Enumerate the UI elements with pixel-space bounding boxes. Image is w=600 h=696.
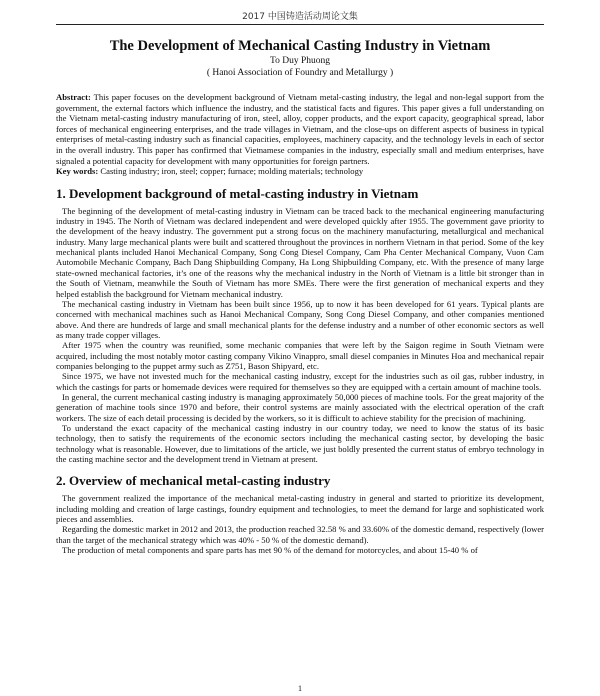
page-number: 1 [298, 684, 302, 693]
section-2-paragraph: The production of metal components and spare parts has met 90 % of the demand for motorcycles, and about 15-40 % of [62, 545, 478, 556]
abstract-label: Abstract: [56, 92, 91, 102]
section-1-paragraph: To understand the exact capacity of the mechanical casting industry in our country today, we need to know the status of its basic technology, then to satisfy the requirements of the economic sectors including the mechanical casting sector, by developing the basic technology what is reasonable. However, due to limitations of the article, we just boldly presented the current status of embryo technology in the casting machine sector and the development trend in Vietnam at present. [56, 422, 544, 464]
author-name: To Duy Phuong [269, 56, 331, 66]
section-1-paragraph: The mechanical casting industry in Vietnam has been built since 1956, up to now it has been developed for 61 years. Typical plants are concerned with mechanical machines such as Hanoi Mechanical Company, Song Cong Diesel Company, and other companies mentioned above. And there are hundreds of large and small mechanical plants for the defense industry and a number of other economic sectors as well as many trade copper villages. [56, 298, 544, 340]
section-1-paragraph: Since 1975, we have not invested much for the mechanical casting industry, except for the industries such as oil gas, rubber industry, in which the castings for parts or homemade devices were required for themselves so they are equipped with a certain amount of machine tools. [56, 371, 544, 392]
section-2-heading: 2. Overview of mechanical metal-casting industry [56, 473, 331, 489]
keywords-text: Casting industry; iron, steel; copper; furnace; molding materials; technology [100, 166, 364, 177]
section-1-heading: 1. Development background of metal-casting industry in Vietnam [56, 185, 419, 201]
section-2-paragraph: Regarding the domestic market in 2012 and 2013, the production reached 32.58 % and 33.60% of the domestic demand, respectively (lower than the target of the mechanical strategy which was 40% - 50 % of the domestic demand). [56, 524, 544, 545]
abstract-text: This paper focuses on the development background of Vietnam metal-casting industry, the legal and non-legal support from the government, the external factors which influence the industry, and the statistical facts and figures. This paper gives a full understanding on the Vietnam metal-casting industry manufacturing of iron, steel, alloy, copper products, and the export capacity, geographical spread, labor forces of mechanical engineering enterprises, and the trade villages in Vietnam, and the close-ups on different aspects of business in typical enterprises of metal-casting industry such as financial capacities, employees, machinery capacity, and the technology levels in each of sector in the overall industry. This paper has confirmed that Vietnamese companies in the industry, especially small and medium enterprises, have signaled a potential capacity for development with many opportunities for foreign partners. [56, 92, 544, 166]
author-affiliation: ( Hanoi Association of Foundry and Metallurgy ) [206, 68, 394, 78]
abstract [56, 92, 544, 166]
keywords [56, 166, 544, 177]
section-1-paragraph: In general, the current mechanical casting industry is managing approximately 50,000 pieces of machine tools. For the great majority of the generation of machine tools since 1970 and before, their control systems are mainly associated with the electrical operation of the craft workers. The size of each detail processing is decided by the workers, so it is difficult to achieve stability for the precision of machining. [56, 391, 544, 423]
running-header: 2017 中国铸造活动周论文集 [242, 12, 358, 22]
keywords-label: Key words: [56, 166, 99, 177]
section-1-paragraph: The beginning of the development of metal-casting industry in Vietnam can be traced back to the mechanical engineering manufacturing industry in 1945. The North of Vietnam was declared independent and were developed quickly after 1955. The government gave priority to the development of the heavy industry. The government put a strong focus on the machinery manufacturing, metallurgical and mechanical industry. Many large mechanical plants were built and scattered throughout the provinces in northern Vietnam in that period. Some of the key mechanical plants included Hanoi Mechanical Company, Song Cong Diesel Company, Cam Pha Center Mechanical Company, Vuon Cam Automobile Mechanic Company, Bach Dang Shipbuilding Company, Ha Long Shipbuilding Company, etc. With the presence of many large state-owned mechanical factories, it’s one of the reasons why the mechanical industry in the North of Vietnam is a little bit stronger than in the South of Vietnam, meanwhile the South of Vietnam has more SMEs. There were the first generation of mechanical experts and they helped establish the background for Vietnam mechanical industry. [56, 205, 544, 299]
paper-title: The Development of Mechanical Casting Industry in Vietnam [109, 38, 491, 54]
section-2-paragraph: The government realized the importance of the mechanical metal-casting industry in general and started to prioritize its development, including molding and creation of large castings, foundry equipment and technologies, to meet the demand for large and sophisticated work pieces and assemblies. [56, 493, 544, 525]
section-1-paragraph: After 1975 when the country was reunified, some mechanic companies that were left by the Saigon regime in South Vietnam were acquired, including the most notably motor casting company Vikino Vinappro, small diesel companies in Minutes Hoa and mechanical repair companies belonging to the puppet army such as Z751, Bason Shipyard, etc. [56, 340, 544, 371]
header-rule [56, 24, 544, 25]
paper-body [56, 38, 544, 555]
